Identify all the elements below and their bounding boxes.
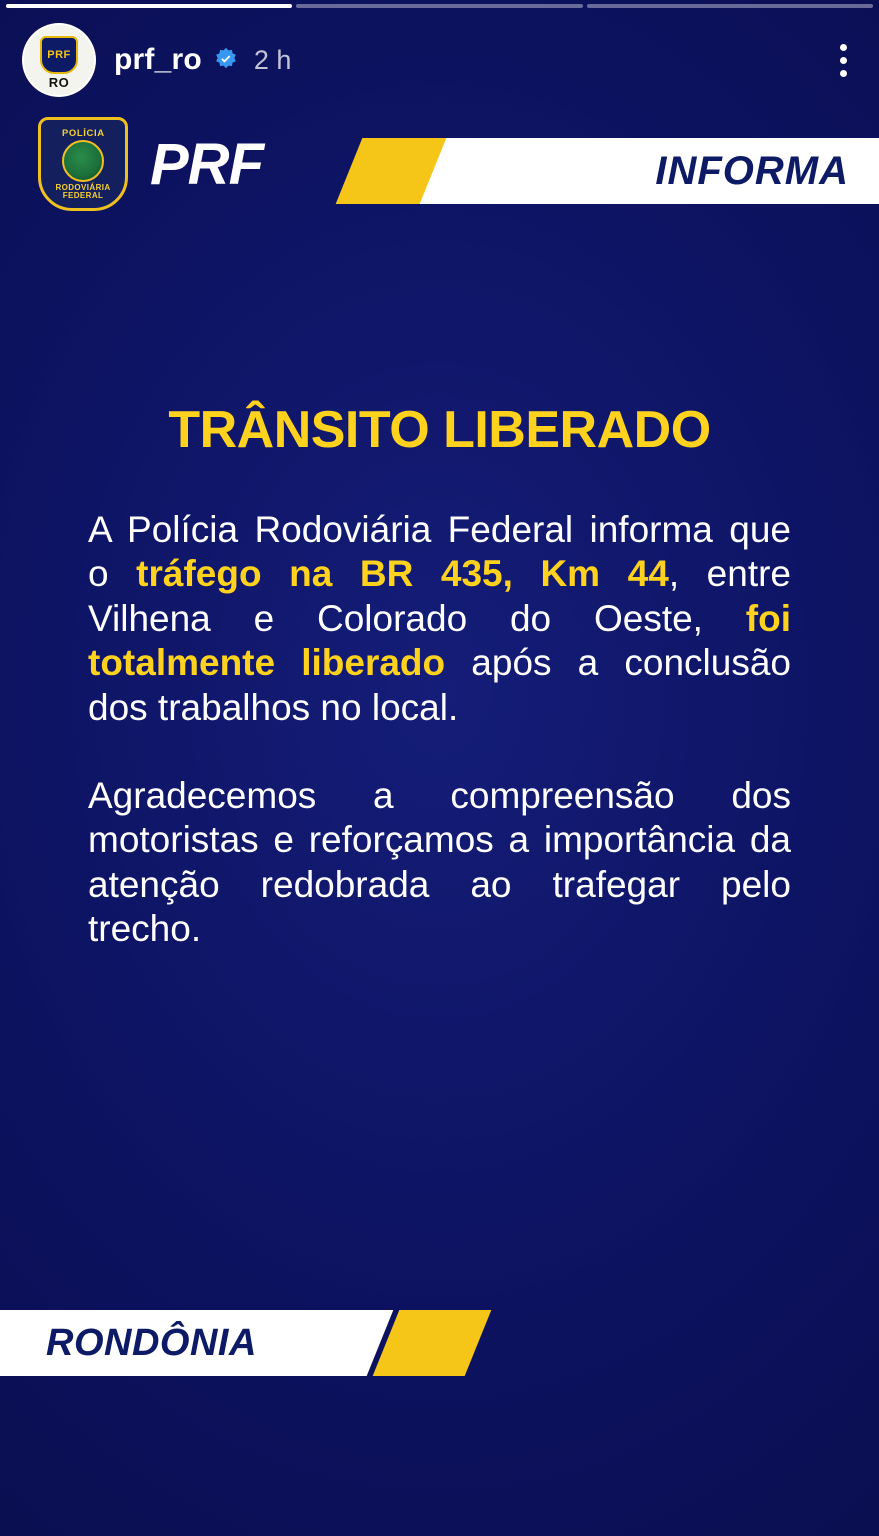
emblem-crest-icon: [62, 140, 104, 182]
paragraph1-text-3: após a conclusão dos trabalhos no local.: [88, 642, 791, 728]
body-paragraph-2: Agradecemos a compreensão dos motoristas e reforçamos a importância da atenção redobrada ao trafegar pelo trecho.: [88, 774, 791, 950]
avatar-state-label: RO: [48, 74, 70, 90]
story-timestamp: 2 h: [253, 44, 292, 75]
brand-bar: [0, 118, 879, 210]
paragraph1-highlight-2: foi totalmente liberado: [88, 597, 791, 684]
emblem-top-text: POLÍCIA: [61, 127, 105, 138]
prf-logo: [38, 117, 263, 211]
avatar[interactable]: [22, 23, 96, 97]
more-options-icon[interactable]: [825, 37, 861, 83]
avatar-image: [24, 25, 94, 95]
body-paragraph-1: [88, 508, 791, 730]
region-label: RONDÔNIA: [46, 1321, 257, 1364]
story-content: [88, 400, 791, 952]
account-username[interactable]: prf_ro: [114, 43, 202, 76]
prf-wordmark: PRF: [150, 131, 263, 197]
informa-label: INFORMA: [655, 148, 849, 193]
story-progress-segment[interactable]: [587, 4, 873, 8]
prf-shield-icon: PRF: [40, 36, 78, 74]
paragraph1-text-2: , entre Vilhena e Colorado do Oeste,: [88, 553, 791, 639]
story-header: [0, 22, 879, 98]
paragraph1-text-1: A Polícia Rodoviária Federal informa que o: [88, 509, 791, 595]
prf-emblem-icon: [38, 117, 128, 211]
emblem-bottom-text: RODOVIÁRIA FEDERAL: [55, 182, 111, 200]
footer-bar: [0, 1310, 478, 1376]
story-progress-segment[interactable]: [6, 4, 292, 8]
footer-white-shape: [0, 1310, 360, 1376]
story-progress-bar: [0, 4, 879, 8]
story-progress-segment[interactable]: [296, 4, 582, 8]
footer-accent-shape: [373, 1310, 492, 1376]
paragraph1-highlight-1: tráfego na BR 435, Km 44: [136, 553, 669, 595]
page-title: TRÂNSITO LIBERADO: [168, 401, 711, 459]
verified-badge-icon: [212, 46, 240, 74]
